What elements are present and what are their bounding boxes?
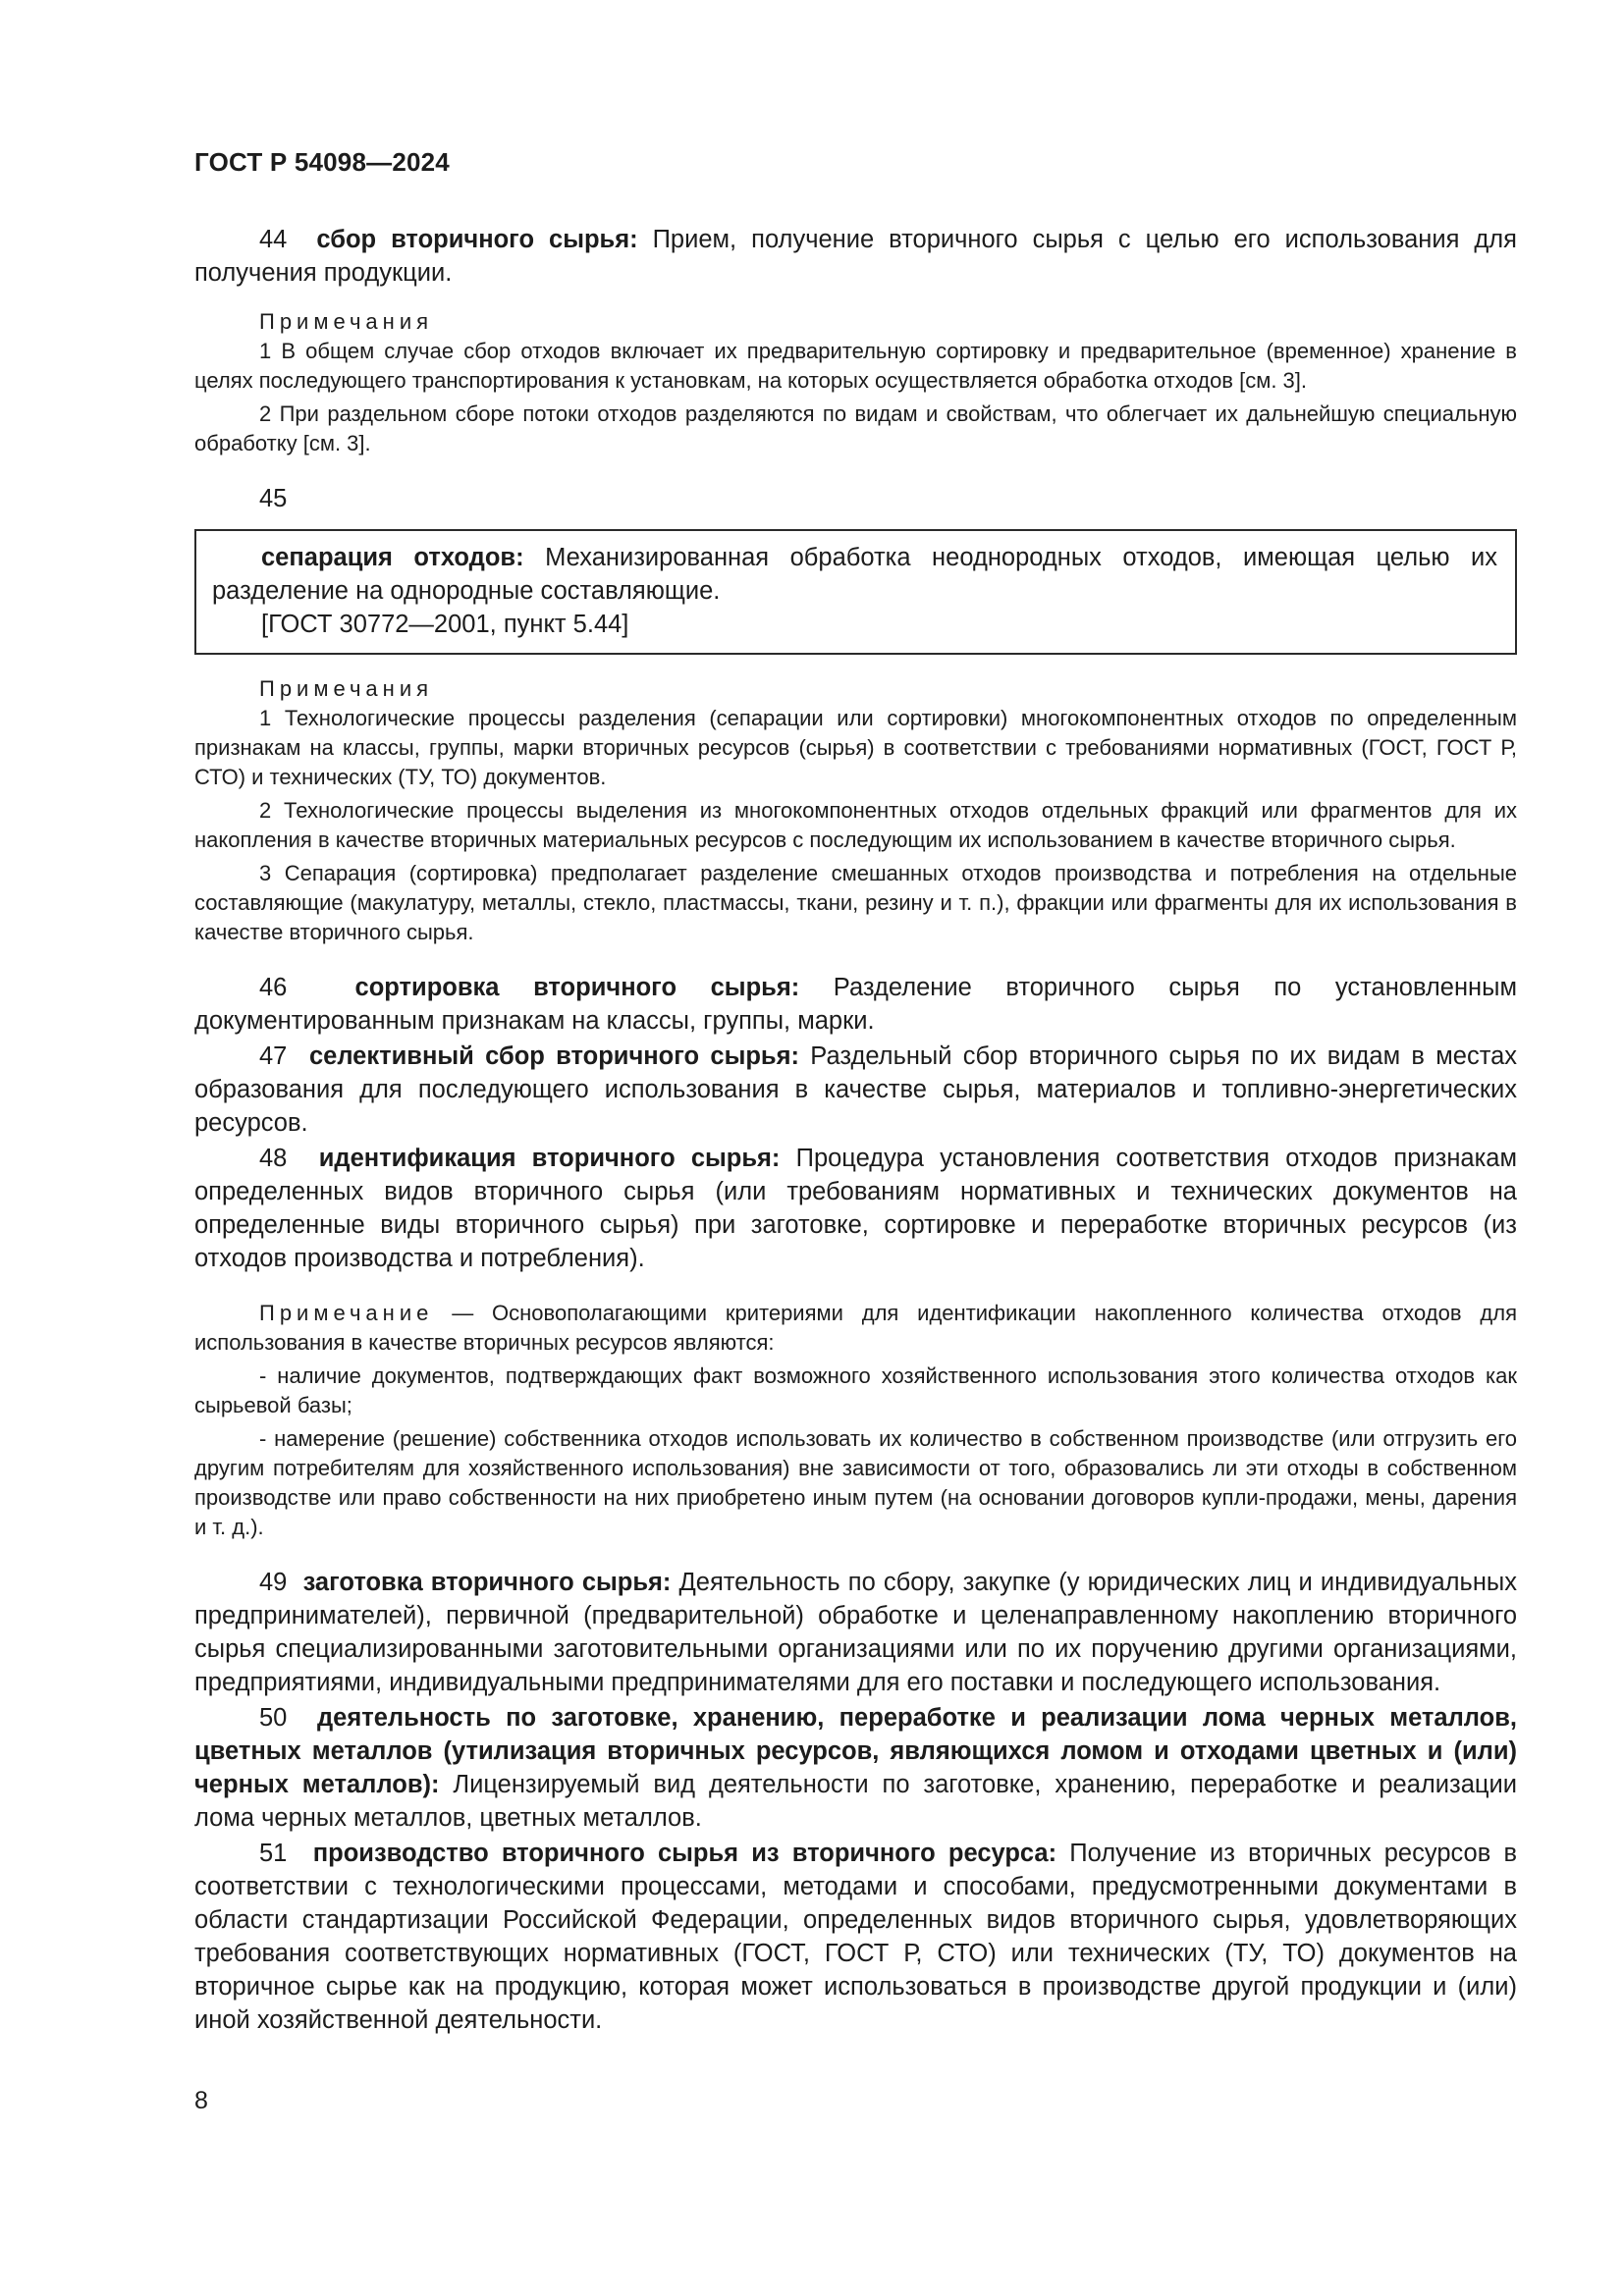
term-51 xyxy=(194,1837,1517,2037)
term-45-reference: [ГОСТ 30772—2001, пункт 5.44] xyxy=(261,611,629,638)
term-51-number: 51 xyxy=(259,1840,288,1867)
document-page xyxy=(194,147,1517,2039)
term-50-name: деятельность по заготовке, хранению, переработке и реализации лома черных металлов, цветных металлов (утилизация вторичных ресурсов, являющихся ломом и отходами цветных и (или) черных металлов): xyxy=(194,1704,1517,1798)
term-45-definition: Механизированная обработка неоднородных отходов, имеющая целью их разделение на однородные составляющие. xyxy=(212,544,1497,605)
term-44 xyxy=(194,223,1517,290)
note-48 xyxy=(194,1299,1517,1358)
term-45-name: сепарация отходов: xyxy=(261,544,524,571)
term-46-definition: Разделение вторичного сырья по установленным документированным признакам на классы, группы, марки. xyxy=(194,974,1518,1035)
note-45-3: 3 Сепарация (сортировка) предполагает разделение смешанных отходов производства и потребления на отдельные составляющие (макулатуру, металлы, стекло, пластмассы, ткани, резину и т. п.), фракции или фрагменты для их использования в качестве вторичного сырья. xyxy=(194,861,1517,944)
term-45-number: 45 xyxy=(259,485,288,512)
term-44-number: 44 xyxy=(259,226,288,253)
note-48-item-2: - намерение (решение) собственника отходов использовать их количество в собственном производстве (или отгрузить его другим потребителям для хозяйственного использования) вне зависимости от того, образовались ли эти отходы в собственном производстве или право собственности на них приобретено иным путем (на основании договоров купли-продажи, мены, дарения и т. д.). xyxy=(194,1426,1517,1539)
term-45 xyxy=(212,541,1497,608)
note-44-1: 1 В общем случае сбор отходов включает их предварительную сортировку и предварительное (временное) хранение в целях последующего транспортирования к установкам, на которых осуществляется обработка отходов [см. 3]. xyxy=(194,339,1517,393)
term-47-definition: Раздельный сбор вторичного сырья по их видам в местах образования для последующего использования в качестве сырья, материалов и топливно-энергетических ресурсов. xyxy=(194,1042,1518,1137)
note-48-label: Примечание xyxy=(259,1301,434,1325)
term-44-definition: Прием, получение вторичного сырья с целью его использования для получения продукции. xyxy=(194,226,1517,287)
notes-44-heading: Примечания xyxy=(259,309,434,334)
term-48-name: идентификация вторичного сырья: xyxy=(318,1145,781,1172)
term-50 xyxy=(194,1701,1517,1835)
term-49-definition: Деятельность по сбору, закупке (у юридических лиц и индивидуальных предпринимателей), первичной (предварительной) обработке и целенаправленному накоплению вторичного сырья специализированными заготовительными организациями или по их поручению другими организациями, предприятиями, индивидуальными предпринимателями для его поставки и последующего использования. xyxy=(194,1569,1517,1696)
term-49 xyxy=(194,1566,1517,1699)
term-50-definition: Лицензируемый вид деятельности по заготовке, хранению, переработке и реализации лома черных металлов, цветных металлов. xyxy=(194,1771,1518,1832)
term-48-definition: Процедура установления соответствия отходов признакам определенных видов вторичного сырья (или требованиям нормативных и технических документов на определенные виды вторичного сырья) при заготовке, сортировке и переработке вторичных ресурсов (из отходов производства и потребления). xyxy=(194,1145,1518,1272)
term-45-box xyxy=(194,529,1517,655)
term-44-name: сбор вторичного сырья: xyxy=(316,226,638,253)
term-50-number: 50 xyxy=(259,1704,288,1732)
note-45-2: 2 Технологические процессы выделения из многокомпонентных отходов отдельных фракций или фрагментов для их накопления в качестве вторичных материальных ресурсов с последующим их использованием в качестве вторичного сырья. xyxy=(194,798,1517,852)
term-49-name: заготовка вторичного сырья: xyxy=(302,1569,672,1596)
term-47-name: селективный сбор вторичного сырья: xyxy=(308,1042,799,1070)
term-51-name: производство вторичного сырья из вторичного ресурса: xyxy=(312,1840,1057,1867)
term-46-name: сортировка вторичного сырья: xyxy=(354,974,800,1001)
term-47 xyxy=(194,1040,1517,1140)
term-51-definition: Получение из вторичных ресурсов в соответствии с технологическими процессами, методами и способами, предусмотренными документами в области стандартизации Российской Федерации, определенных видов вторичного сырья, удовлетворяющих требования соответствующих нормативных (ГОСТ, ГОСТ Р, СТО) или технических (ТУ, ТО) документов на вторичное сырье как на продукцию, которая может использоваться в производстве другой продукции и (или) иной хозяйственной деятельности. xyxy=(194,1840,1517,2034)
note-48-text: — Основополагающими критериями для идентификации накопленного количества отходов для использования в качестве вторичных ресурсов являются: xyxy=(194,1301,1517,1355)
note-44-2: 2 При раздельном сборе потоки отходов разделяются по видам и свойствам, что облегчает их дальнейшую специальную обработку [см. 3]. xyxy=(194,401,1517,455)
note-48-item-1: - наличие документов, подтверждающих факт возможного хозяйственного использования этого количества отходов как сырьевой базы; xyxy=(194,1363,1517,1417)
page-number: 8 xyxy=(194,2087,208,2114)
term-48 xyxy=(194,1142,1517,1275)
term-47-number: 47 xyxy=(259,1042,288,1070)
term-46-number: 46 xyxy=(259,974,288,1001)
standard-header: ГОСТ Р 54098—2024 xyxy=(194,147,450,177)
notes-45-heading: Примечания xyxy=(259,676,434,701)
term-46 xyxy=(194,971,1517,1038)
term-48-number: 48 xyxy=(259,1145,288,1172)
note-45-1: 1 Технологические процессы разделения (сепарации или сортировки) многокомпонентных отходов по определенным признакам на классы, группы, марки вторичных ресурсов (сырья) в соответствии с требованиями нормативных (ГОСТ, ГОСТ Р, СТО) и технических (ТУ, ТО) документов. xyxy=(194,706,1517,789)
term-49-number: 49 xyxy=(259,1569,288,1596)
